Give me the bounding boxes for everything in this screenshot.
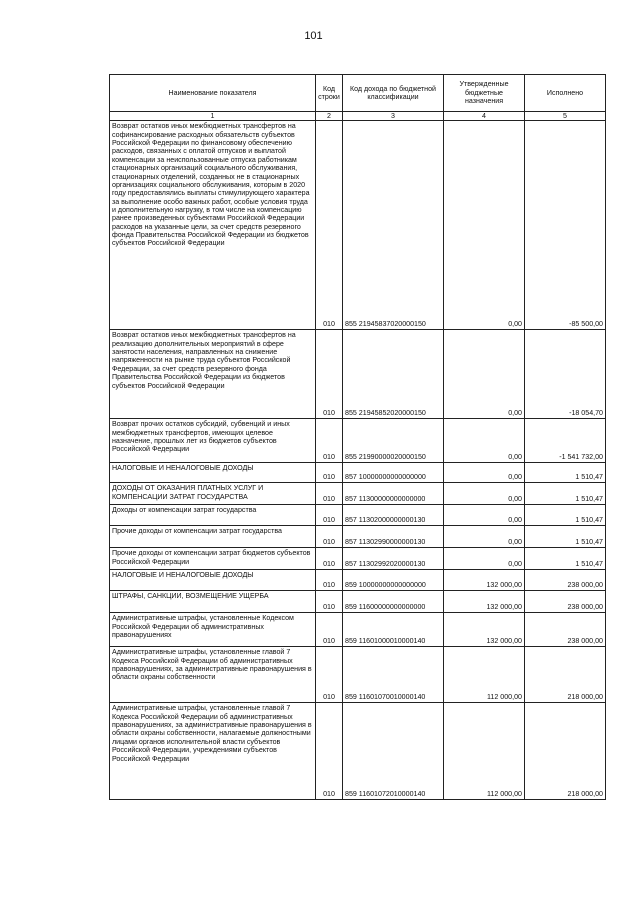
row-kbk: 857 11300000000000000 — [343, 483, 444, 505]
row-name: Прочие доходы от компенсации затрат государства — [110, 526, 316, 548]
header-name: Наименование показателя — [110, 75, 316, 112]
row-executed: -1 541 732,00 — [525, 419, 606, 463]
row-name: ШТРАФЫ, САНКЦИИ, ВОЗМЕЩЕНИЕ УЩЕРБА — [110, 591, 316, 613]
table-row — [110, 647, 606, 703]
row-name: Прочие доходы от компенсации затрат бюджетов субъектов Российской Федерации — [110, 548, 316, 570]
row-code: 010 — [316, 483, 343, 505]
page-number: 101 — [304, 30, 323, 42]
row-approved: 132 000,00 — [444, 591, 525, 613]
row-kbk: 855 21990000020000150 — [343, 419, 444, 463]
row-name: ДОХОДЫ ОТ ОКАЗАНИЯ ПЛАТНЫХ УСЛУГ И КОМПЕНСАЦИИ ЗАТРАТ ГОСУДАРСТВА — [110, 483, 316, 505]
table-row — [110, 330, 606, 419]
row-executed: 218 000,00 — [525, 647, 606, 703]
row-approved: 132 000,00 — [444, 570, 525, 591]
row-approved: 0,00 — [444, 330, 525, 419]
row-executed: -18 054,70 — [525, 330, 606, 419]
row-name: Доходы от компенсации затрат государства — [110, 505, 316, 526]
row-code: 010 — [316, 526, 343, 548]
row-approved: 0,00 — [444, 505, 525, 526]
header-executed: Исполнено — [525, 75, 606, 112]
row-kbk: 855 21945837020000150 — [343, 121, 444, 330]
row-code: 010 — [316, 463, 343, 483]
row-kbk: 857 11302000000000130 — [343, 505, 444, 526]
row-approved: 132 000,00 — [444, 613, 525, 647]
table-row — [110, 463, 606, 483]
row-name: Возврат прочих остатков субсидий, субвенций и иных межбюджетных трансфертов, имеющих целевое назначение, прошлых лет из бюджетов субъектов Российской Федерации — [110, 419, 316, 463]
row-code: 010 — [316, 419, 343, 463]
row-executed: 1 510,47 — [525, 526, 606, 548]
row-name: НАЛОГОВЫЕ И НЕНАЛОГОВЫЕ ДОХОДЫ — [110, 463, 316, 483]
row-name: Административные штрафы, установленные Кодексом Российской Федерации об административных правонарушениях — [110, 613, 316, 647]
row-executed: 238 000,00 — [525, 570, 606, 591]
row-executed: 1 510,47 — [525, 463, 606, 483]
row-code: 010 — [316, 548, 343, 570]
row-kbk: 855 21945852020000150 — [343, 330, 444, 419]
header-line-code: Код строки — [316, 75, 343, 112]
row-kbk: 859 11600000000000000 — [343, 591, 444, 613]
row-kbk: 859 11601000010000140 — [343, 613, 444, 647]
table-row — [110, 613, 606, 647]
table-row — [110, 419, 606, 463]
table-row — [110, 570, 606, 591]
row-code: 010 — [316, 330, 343, 419]
row-kbk: 859 10000000000000000 — [343, 570, 444, 591]
table-row — [110, 121, 606, 330]
column-number-row — [110, 112, 606, 121]
row-executed: 1 510,47 — [525, 548, 606, 570]
row-name: НАЛОГОВЫЕ И НЕНАЛОГОВЫЕ ДОХОДЫ — [110, 570, 316, 591]
row-code: 010 — [316, 591, 343, 613]
table-row — [110, 483, 606, 505]
row-code: 010 — [316, 647, 343, 703]
row-code: 010 — [316, 570, 343, 591]
column-number: 5 — [525, 112, 606, 121]
row-approved: 0,00 — [444, 463, 525, 483]
row-executed: 218 000,00 — [525, 703, 606, 800]
row-approved: 0,00 — [444, 483, 525, 505]
table-row — [110, 703, 606, 800]
row-executed: -85 500,00 — [525, 121, 606, 330]
row-kbk: 859 11601070010000140 — [343, 647, 444, 703]
column-number: 2 — [316, 112, 343, 121]
row-approved: 0,00 — [444, 548, 525, 570]
row-code: 010 — [316, 703, 343, 800]
column-number: 1 — [110, 112, 316, 121]
row-kbk: 857 11302992020000130 — [343, 548, 444, 570]
row-executed: 1 510,47 — [525, 505, 606, 526]
row-approved: 0,00 — [444, 526, 525, 548]
table-row — [110, 591, 606, 613]
column-number: 4 — [444, 112, 525, 121]
table-row — [110, 548, 606, 570]
header-kbk: Код дохода по бюджетной классификации — [343, 75, 444, 112]
row-code: 010 — [316, 121, 343, 330]
row-name: Возврат остатков иных межбюджетных трансфертов на реализацию дополнительных мероприятий в сфере занятости населения, направленных на снижение напряженности на рынке труда субъектов Российской Федерации, за счет средств резервного фонда Правительства Российской Федерации из бюджетов субъектов Российской Федерации — [110, 330, 316, 419]
row-kbk: 859 11601072010000140 — [343, 703, 444, 800]
row-executed: 238 000,00 — [525, 591, 606, 613]
row-approved: 112 000,00 — [444, 703, 525, 800]
row-approved: 0,00 — [444, 419, 525, 463]
row-name: Административные штрафы, установленные главой 7 Кодекса Российской Федерации об административных правонарушениях, за административные правонарушения в области охраны собственности, налагаемые должностными лицами органов исполнительной власти субъектов Российской Федерации, учреждениями субъектов Российской Федерации — [110, 703, 316, 800]
column-number: 3 — [343, 112, 444, 121]
row-code: 010 — [316, 505, 343, 526]
header-approved: Утвержденные бюджетные назначения — [444, 75, 525, 112]
row-code: 010 — [316, 613, 343, 647]
table-row — [110, 526, 606, 548]
row-name: Возврат остатков иных межбюджетных трансфертов на софинансирование расходных обязательств субъектов Российской Федерации по финансовому обеспечению расходов, связанных с оплатой отпусков и выплатой компенсации за неиспользованные отпуска работникам стационарных организаций социального обслуживания, стационарных отделений, созданных не в стационарных организациях социального обслуживания, которым в 2020 году предоставлялись выплаты стимулирующего характера за выполнение особо важных работ, особые условия труда и дополнительную нагрузку, в том числе на компенсацию ранее произведенных субъектами Российской Федерации расходов на указанные цели, за счет средств резервного фонда Правительства Российской Федерации из бюджетов субъектов Российской Федерации — [110, 121, 316, 330]
row-kbk: 857 11302990000000130 — [343, 526, 444, 548]
row-kbk: 857 10000000000000000 — [343, 463, 444, 483]
row-approved: 0,00 — [444, 121, 525, 330]
budget-execution-table — [109, 74, 606, 800]
table-row — [110, 505, 606, 526]
row-executed: 1 510,47 — [525, 483, 606, 505]
row-executed: 238 000,00 — [525, 613, 606, 647]
table-header-row — [110, 75, 606, 112]
row-name: Административные штрафы, установленные главой 7 Кодекса Российской Федерации об административных правонарушениях, за административные правонарушения в области охраны собственности — [110, 647, 316, 703]
row-approved: 112 000,00 — [444, 647, 525, 703]
